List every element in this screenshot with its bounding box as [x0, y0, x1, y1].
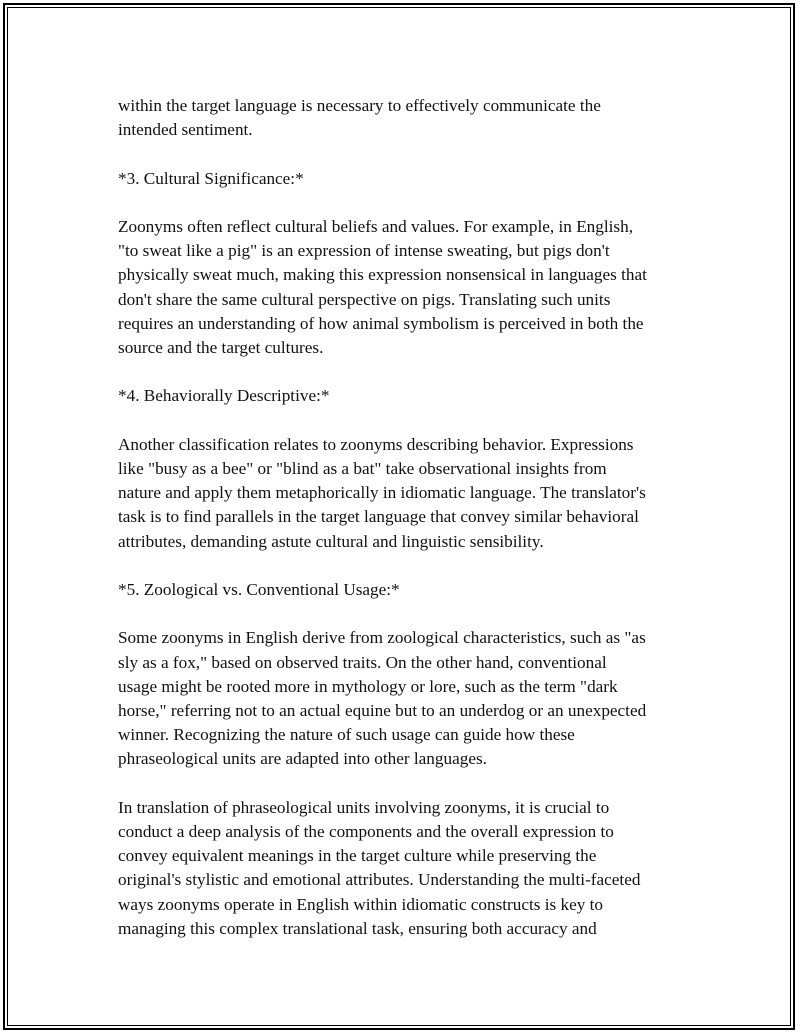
text-line: task is to find parallels in the target language that convey similar behavioral	[118, 507, 639, 527]
text-line: within the target language is necessary to effectively communicate the	[118, 96, 601, 115]
document-body	[118, 94, 698, 965]
paragraph-behaviorally-descriptive	[118, 433, 698, 554]
text-line: ways zoonyms operate in English within idiomatic constructs is key to	[118, 894, 603, 914]
text-line: usage might be rooted more in mythology or lore, such as the term "dark	[118, 676, 618, 696]
text-line: attributes, demanding astute cultural and linguistic sensibility.	[118, 531, 544, 551]
section-heading-cultural-significance	[118, 167, 698, 191]
text-line: Another classification relates to zoonyms describing behavior. Expressions	[118, 434, 634, 454]
heading-text: *3. Cultural Significance:*	[118, 168, 304, 188]
text-line: nature and apply them metaphorically in idiomatic language. The translator's	[118, 483, 646, 503]
text-line: source and the target cultures.	[118, 338, 324, 357]
section-heading-behaviorally-descriptive	[118, 384, 698, 408]
text-line: "to sweat like a pig" is an expression of intense sweating, but pigs don't	[118, 241, 610, 261]
text-line: horse," referring not to an actual equine but to an underdog or an unexpected	[118, 700, 647, 720]
text-line: conduct a deep analysis of the components and the overall expression to	[118, 821, 614, 841]
text-line: intended sentiment.	[118, 120, 253, 140]
heading-text: *5. Zoological vs. Conventional Usage:*	[118, 579, 400, 599]
paragraph-conclusion	[118, 796, 698, 941]
text-line: In translation of phraseological units involving zoonyms, it is crucial to	[118, 797, 610, 817]
text-line: Zoonyms often reflect cultural beliefs and values. For example, in English,	[118, 216, 634, 236]
text-line: don't share the same cultural perspective on pigs. Translating such units	[118, 289, 611, 309]
text-line: phraseological units are adapted into other languages.	[118, 749, 487, 769]
text-line: requires an understanding of how animal symbolism is perceived in both the	[118, 313, 644, 333]
text-line: winner. Recognizing the nature of such usage can guide how these	[118, 725, 575, 745]
text-line: original's stylistic and emotional attributes. Understanding the multi-faceted	[118, 870, 641, 890]
text-line: Some zoonyms in English derive from zoological characteristics, such as "as	[118, 628, 646, 648]
paragraph-continuation	[118, 94, 698, 142]
paragraph-zoological-usage	[118, 626, 698, 771]
text-line: managing this complex translational task, ensuring both accuracy and	[118, 918, 597, 938]
text-line: like "busy as a bee" or "blind as a bat" take observational insights from	[118, 458, 607, 478]
paragraph-cultural-significance	[118, 215, 698, 360]
text-line: physically sweat much, making this expression nonsensical in languages that	[118, 265, 647, 285]
text-line: convey equivalent meanings in the target culture while preserving the	[118, 846, 597, 866]
section-heading-zoological-usage	[118, 578, 698, 602]
text-line: sly as a fox," based on observed traits. On the other hand, conventional	[118, 652, 607, 672]
heading-text: *4. Behaviorally Descriptive:*	[118, 386, 330, 406]
